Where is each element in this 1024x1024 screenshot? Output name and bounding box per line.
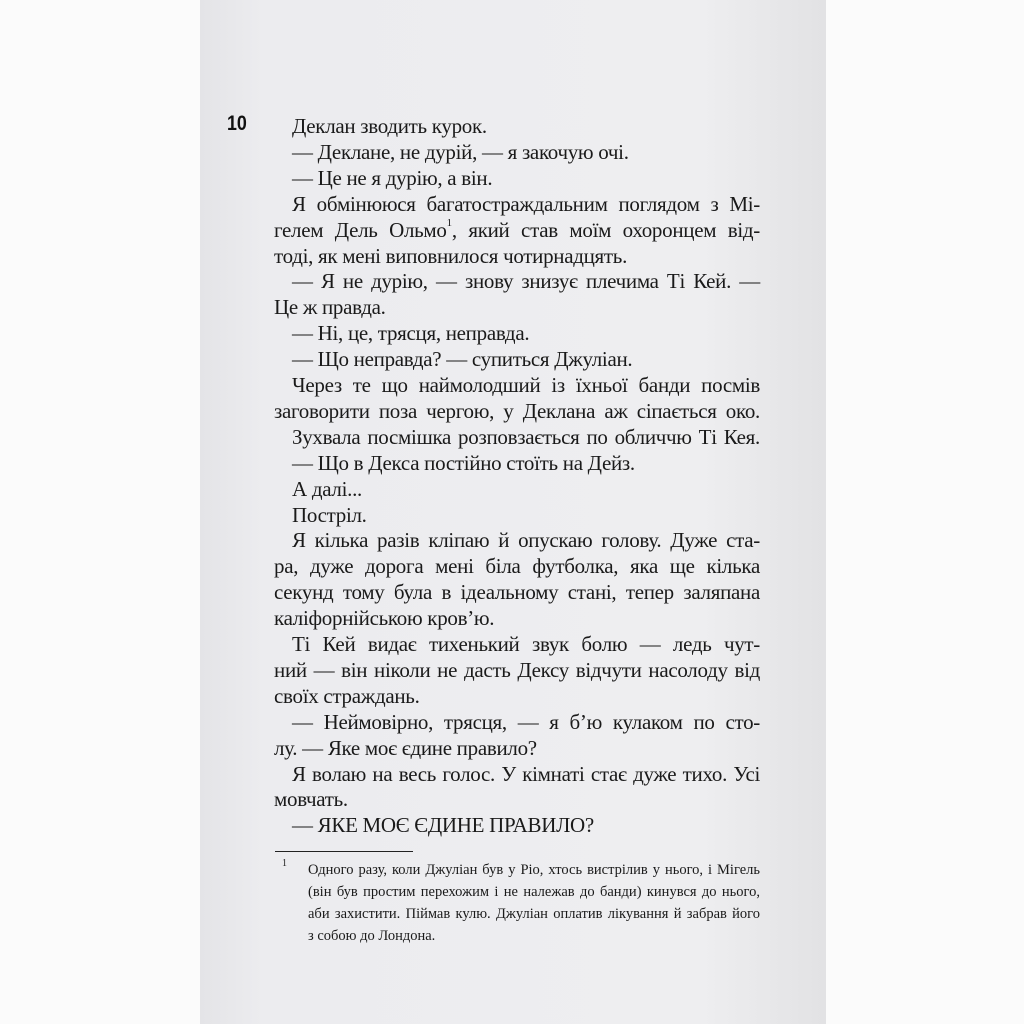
text-line-content: — Що в Декса постійно стоїть на Дейз. <box>292 450 635 475</box>
text-line-content: мовчать. <box>274 787 348 812</box>
text-line <box>274 218 760 242</box>
footnote-line: Одного разу, коли Джуліан був у Ріо, хтось вистрілив у нього, і Мігель <box>308 862 760 878</box>
text-line <box>292 762 760 786</box>
footnote-line: з собою до Лондона. <box>308 928 436 944</box>
text-line-content: Зухвала посмішка розповзається по обличчю Ті Кея. <box>292 424 760 449</box>
text-line-content: своїх страждань. <box>274 683 420 708</box>
text-line <box>274 736 760 760</box>
text-line-content: — ЯКЕ МОЄ ЄДИНЕ ПРАВИЛО? <box>292 813 594 838</box>
text-line <box>292 528 760 552</box>
text-line <box>292 477 760 501</box>
text-line <box>292 451 760 475</box>
text-line <box>292 503 760 527</box>
footnote-mark: 1 <box>282 858 287 869</box>
text-line-content: заговорити поза чергою, у Деклана аж сіпається око. <box>274 398 760 423</box>
text-line <box>274 606 760 630</box>
text-line-content: — Деклане, не дурій, — я закочую очі. <box>292 139 629 164</box>
text-line <box>274 684 760 708</box>
text-line <box>292 710 760 734</box>
text-line-content: Ті Кей видає тихенький звук болю — ледь чут- <box>292 632 760 656</box>
text-line-content: Деклан зводить курок. <box>292 114 487 138</box>
text-line-content: Це ж правда. <box>274 295 386 320</box>
text-line <box>274 399 760 423</box>
footnote-divider <box>275 851 413 852</box>
text-line <box>292 166 760 190</box>
text-line <box>292 321 760 345</box>
text-line-content: лу. — Яке моє єдине правило? <box>274 735 537 760</box>
text-line-content: каліфорнійською кров’ю. <box>274 606 495 631</box>
text-line-content: Я обмінююся багатостраждальним поглядом з Мі- <box>292 191 760 216</box>
text-line-content: Я кілька разів кліпаю й опускаю голову. Дуже ста- <box>292 528 760 553</box>
text-line-content: Я волаю на весь голос. У кімнаті стає дуже тихо. Усі <box>292 761 760 786</box>
text-line <box>292 373 760 397</box>
text-line-content: , який став моїм охоронцем від- <box>451 217 761 242</box>
text-line <box>292 192 760 216</box>
text-line-content: — Що неправда? — супиться Джуліан. <box>292 347 633 372</box>
text-line <box>274 787 760 811</box>
text-line-content: — Ні, це, трясця, неправда. <box>292 321 530 346</box>
footnote-reference: 1 <box>446 216 452 229</box>
text-line <box>292 347 760 371</box>
text-line <box>274 658 760 682</box>
text-line <box>274 295 760 319</box>
text-line <box>292 114 760 138</box>
text-line-content: — Неймовірно, трясця, — я б’ю кулаком по сто- <box>292 709 760 734</box>
text-line-content: А далі... <box>292 476 362 501</box>
text-line <box>292 140 760 164</box>
footnote-line: аби захистити. Піймав кулю. Джуліан оплатив лікування й забрав його <box>308 906 760 922</box>
text-line <box>292 425 760 449</box>
text-line-content: ра, дуже дорога мені біла футболка, яка ще кілька <box>274 554 760 579</box>
footnote-line: (він був простим перехожим і не належав до банди) кинувся до нього, <box>308 884 760 900</box>
text-line-content: тоді, як мені виповнилося чотирнадцять. <box>274 243 628 268</box>
text-line <box>274 580 760 604</box>
text-line-content: секунд тому була в ідеальному стані, тепер заляпана <box>274 580 760 605</box>
text-line <box>292 813 760 837</box>
text-line-content: — Я не дурію, — знову знизує плечима Ті Кей. — <box>292 269 760 294</box>
text-line <box>292 269 760 293</box>
text-line-content: Постріл. <box>292 502 367 527</box>
text-line <box>274 554 760 578</box>
text-line-content: — Це не я дурію, а він. <box>292 165 493 190</box>
page-number: 10 <box>227 112 247 135</box>
text-line <box>292 632 760 656</box>
text-line <box>274 244 760 268</box>
text-line-content: Через те що наймолодший із їхньої банди посмів <box>292 373 760 397</box>
text-line-content: ний — він ніколи не дасть Дексу відчути насолоду від <box>274 657 760 682</box>
text-line-content: гелем Дель Ольмо <box>274 217 447 242</box>
